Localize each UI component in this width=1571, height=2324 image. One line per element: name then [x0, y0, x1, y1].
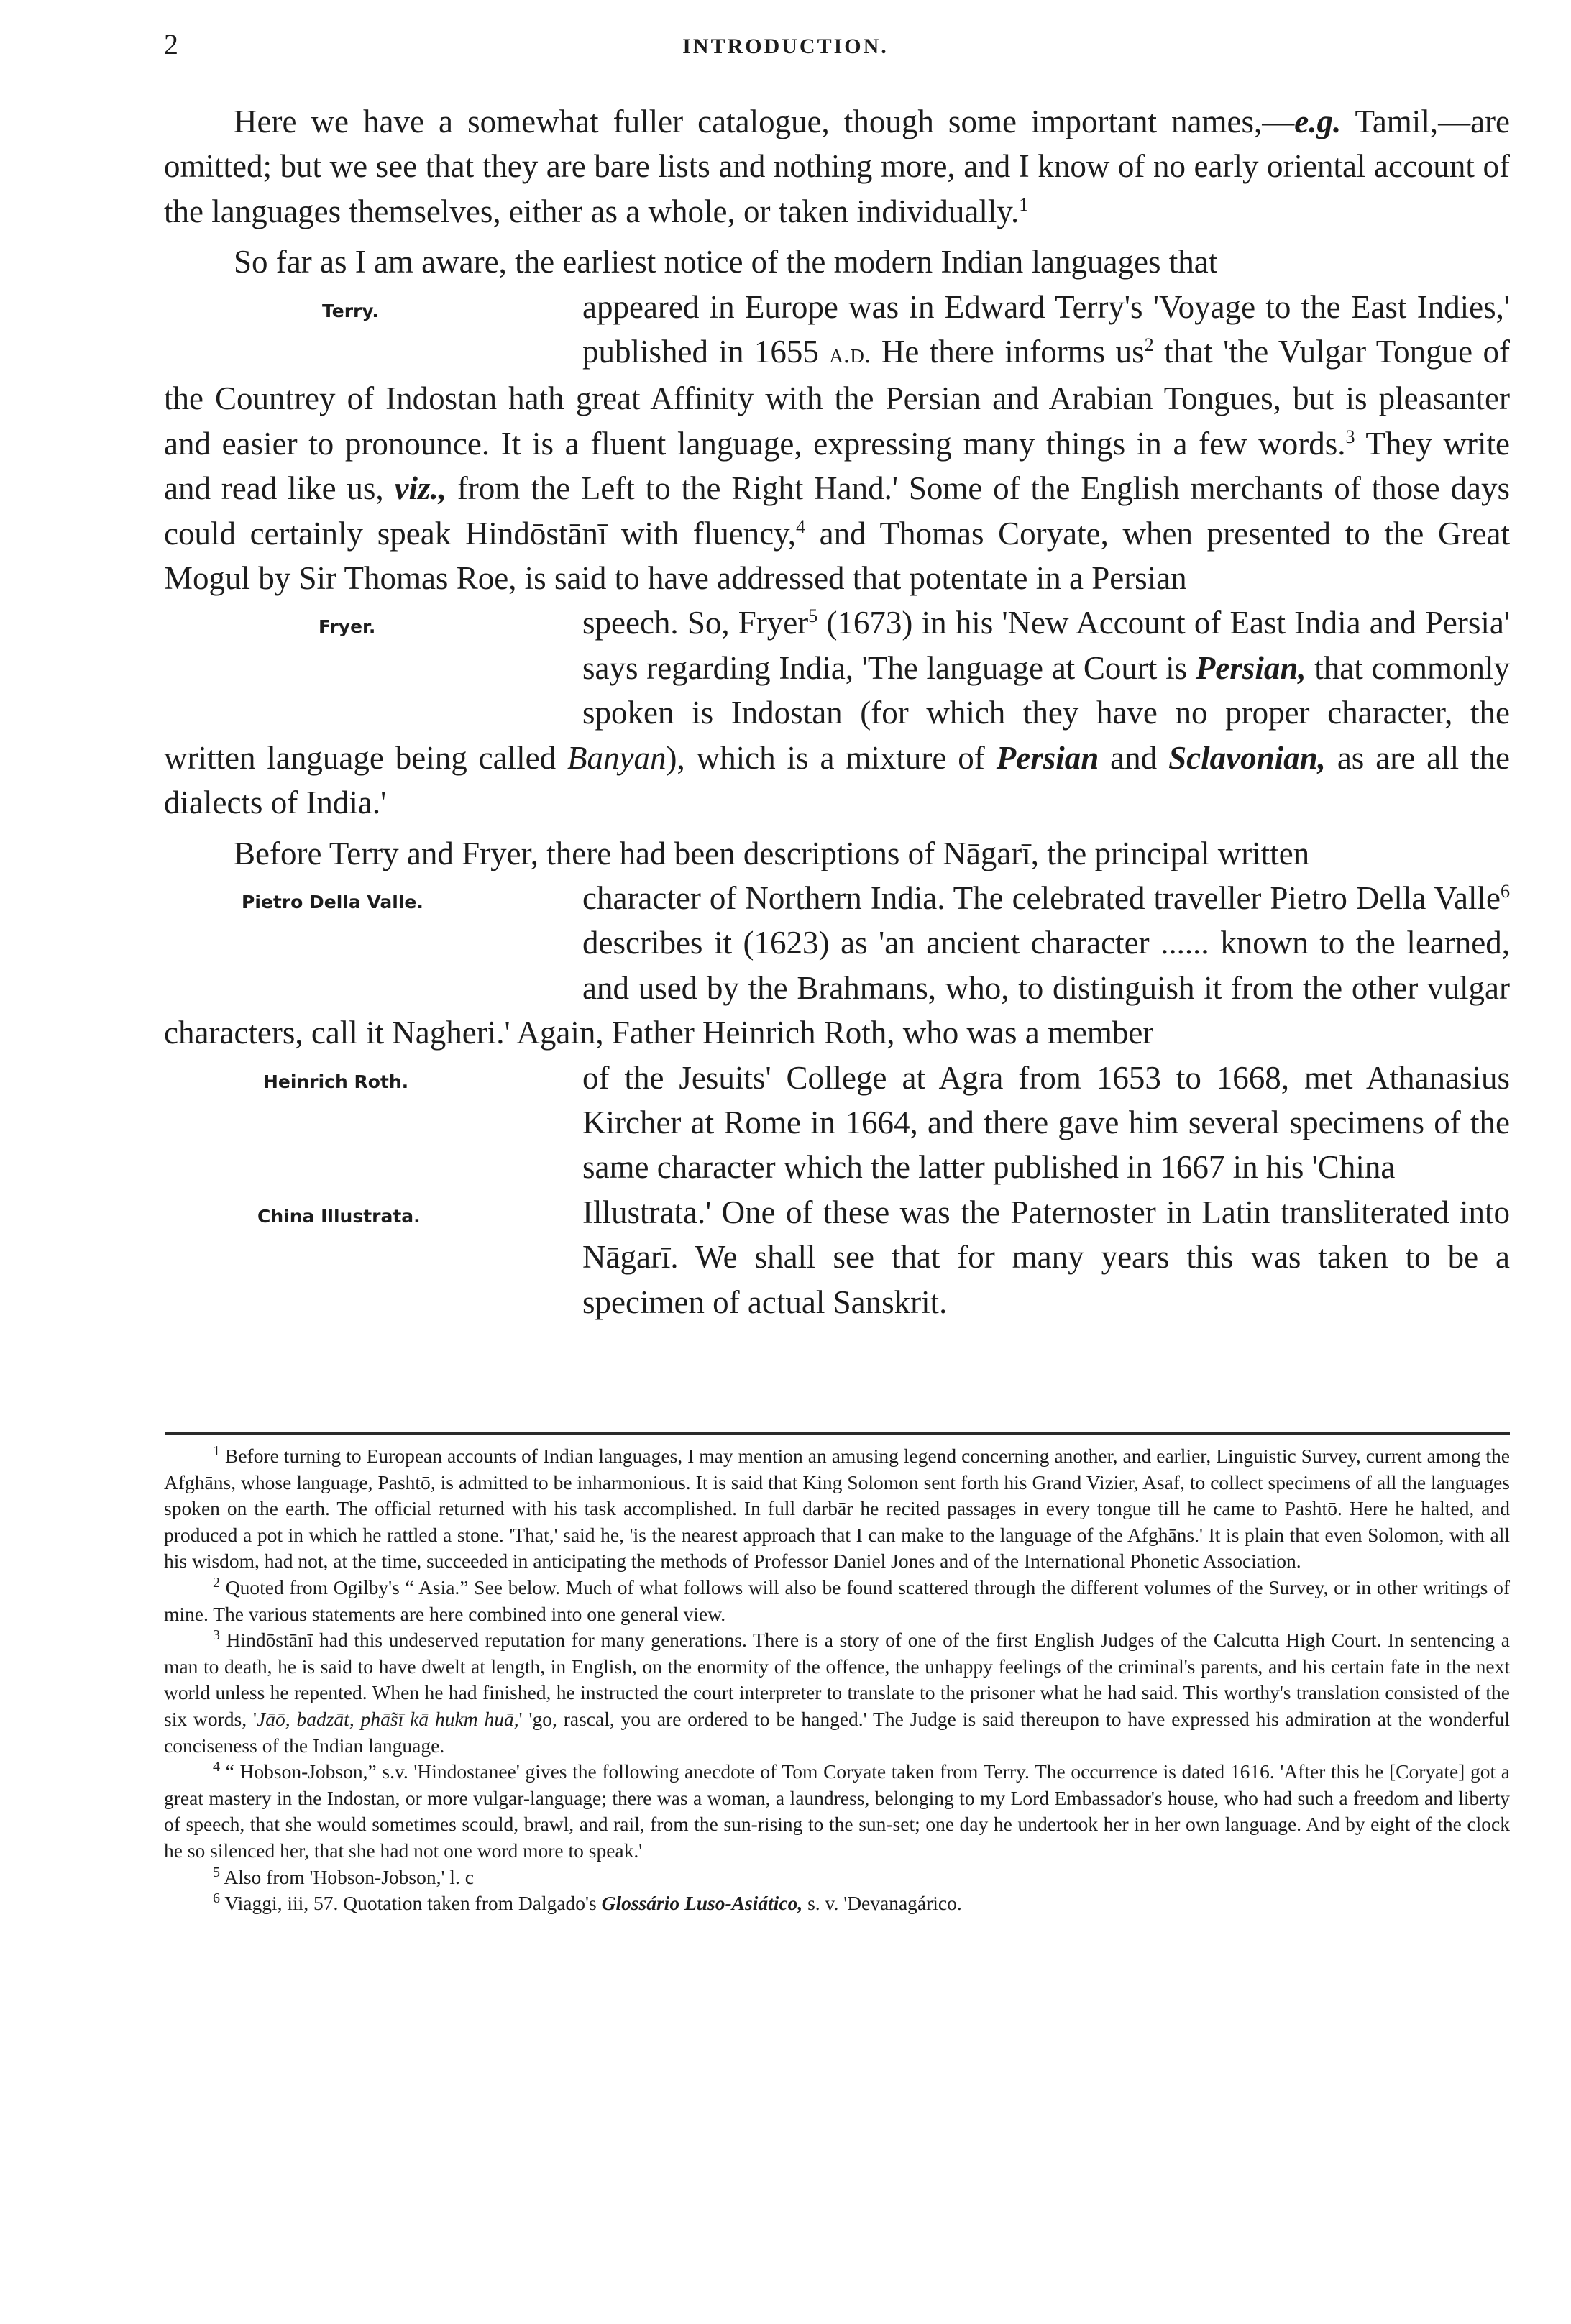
footnote-1: $^1$ Before turning to European accounts of Indian languages, I may mention an amusing legend concerning another, and earlier, Linguistic Survey, current among the Afghāns, whose language, Pashtō, is admitted to be inharmonious. It is said that King Solomon sent forth his Grand Vizier, Asaf, to collect specimens of all the languages spoken on the earth. The official returned with his task accomplished. In full darbār he recited passages in every tongue till he came to Pashtō. Here he halted, and produced a pot in which he rattled a stone. 'That,' said he, 'is the nearest approach that I can make to the language of the Afghāns.' It is plain that even Solomon, with all his wisdom, had not, at the time, succeeded in anticipating the methods of Professor Daniel Jones and of the International Phonetic Association. — [164, 1442, 1511, 1573]
footnote-ref-3: 3 — [1345, 426, 1355, 447]
footnote-4: $^4$ “ Hobson-Jobson,” s.v. 'Hindostanee' gives the following anecdote of Tom Coryate taken from Terry. The occurrence is dated 1616. 'After this he [Coryate] got a great mastery in the Indostan, or more vulgar-language; there was a woman, a laundress, belonging to my Lord Embassador's house, who had such a freedom and liberty of speech, that she would sometimes scould, brawl, and rail, from the sun-rising to the sun-set; one day he undertook her in her own language. And by eight of the clock he so silenced her, that she had not one word more to speak.' — [164, 1758, 1510, 1862]
paragraph-3: Before Terry and Fryer, there had been descriptions of Nāgarī, the principal written Pietro Della Valle. character of Northern India. The celebrated traveller Pietro Della Valle$^6$ describes it (1623) as 'an ancient character ...... known to the learned, and used by the Brahmans, who, to distinguish it from the other vulgar characters, call it Nagheri.' Again, Father Heinrich Roth, who was a member Heinrich Roth. of the Jesuits' College at Agra from 1653 to 1668, met Athanasius Kircher at Rome in 1664, and there gave him several specimens of the same character which the latter published in 1667 in his 'China China Illustrata. Illustrata.' One of these was the Paternoster in Latin transliterated into Nāgarī. We shall see that for many years this was taken to be a specimen of actual Sanskrit. — [164, 835, 1510, 1320]
footnote-ref-5: 5 — [808, 605, 818, 627]
main-text — [164, 99, 1510, 1330]
sidenote-terry: Terry. — [322, 300, 379, 321]
footnotes — [164, 1443, 1510, 1917]
sidenote-china-illustrata: China Illustrata. — [257, 1205, 421, 1227]
footnote-6: $^6$ Viaggi, iii, 57. Quotation taken from Dalgado's Glossário Luso-Asiático, s. v. 'Devanagárico. — [213, 1890, 962, 1915]
footnote-5: $^5$ Also from 'Hobson-Jobson,' l. c — [213, 1864, 474, 1888]
footnote-ref-6: 6 — [1501, 880, 1510, 902]
running-head: INTRODUCTION. — [682, 35, 889, 58]
sidenote-fryer: Fryer. — [319, 616, 376, 638]
page-number: 2 — [164, 28, 178, 60]
footnote-2: $^2$ Quoted from Ogilby's “ Asia.” See below. Much of what follows will also be found scattered through the different volumes of the Survey, or in other writings of mine. The various statements are here combined into one general view. — [164, 1574, 1511, 1625]
footnote-ref-1: 1 — [1019, 193, 1029, 215]
sidenote-roth: Heinrich Roth. — [263, 1071, 409, 1092]
paragraph-1: Here we have a somewhat fuller catalogue, though some important names,—e.g. Tamil,—are omitted; but we see that they are bare lists and nothing more, and I know of no early oriental account of the languages themselves, either as a whole, or taken individually.$^1$ — [164, 104, 1510, 229]
footnote-3: $^3$ Hindōstānī had this undeserved reputation for many generations. There is a story of one of the first English Judges of the Calcutta High Court. In sentencing a man to death, he is said to have dwelt at length, in English, on the enormity of the offence, the unhappy feelings of the criminal's parents, and his certain fate in the next world unless he repented. When he had finished, he instructed the court interpreter to translate to the prisoner what he had said. This worthy's translation consisted of the six words, 'Jāō, badzāt, phā̃sī kā hukm huā,' 'go, rascal, you are ordered to be hanged.' The Judge is said thereupon to have expressed his admiration at the wonderful conciseness of the Indian language. — [164, 1627, 1511, 1757]
footnote-rule — [165, 1432, 1510, 1435]
sidenote-della-valle: Pietro Della Valle. — [242, 891, 423, 912]
footnote-ref-2: 2 — [1144, 334, 1154, 356]
footnote-ref-4: 4 — [795, 516, 805, 537]
paragraph-2: So far as I am aware, the earliest notice of the modern Indian languages that Terry. appeared in Europe was in Edward Terry's 'Voyage to the East Indies,' published in 1655 a.d. He there informs $us^2$ that 'the Vulgar Tongue of the Countrey of Indostan hath great Affinity with the Persian and Arabian Tongues, but is pleasanter and easier to pronounce. It is a fluent language, expressing many things in a few words.$^3$ They write and read like us, viz., from the Left to the Right Hand.' Some of the English merchants of those days could certainly speak Hindōstānī with fluency,$^4$ and Thomas Coryate, when presented to the Great Mogul by Sir Thomas Roe, is said to have addressed that potentate in a Persian Fryer. speech. So, Fryer$^5$ (1673) in his 'New Account of East India and Persia' says regarding India, 'The language at Court is Persian, that commonly spoken is Indostan (for which they have no proper character, the written language being called Banyan), which is a mixture of Persian and Sclavonian, as are all the dialects of India.' — [164, 244, 1511, 821]
